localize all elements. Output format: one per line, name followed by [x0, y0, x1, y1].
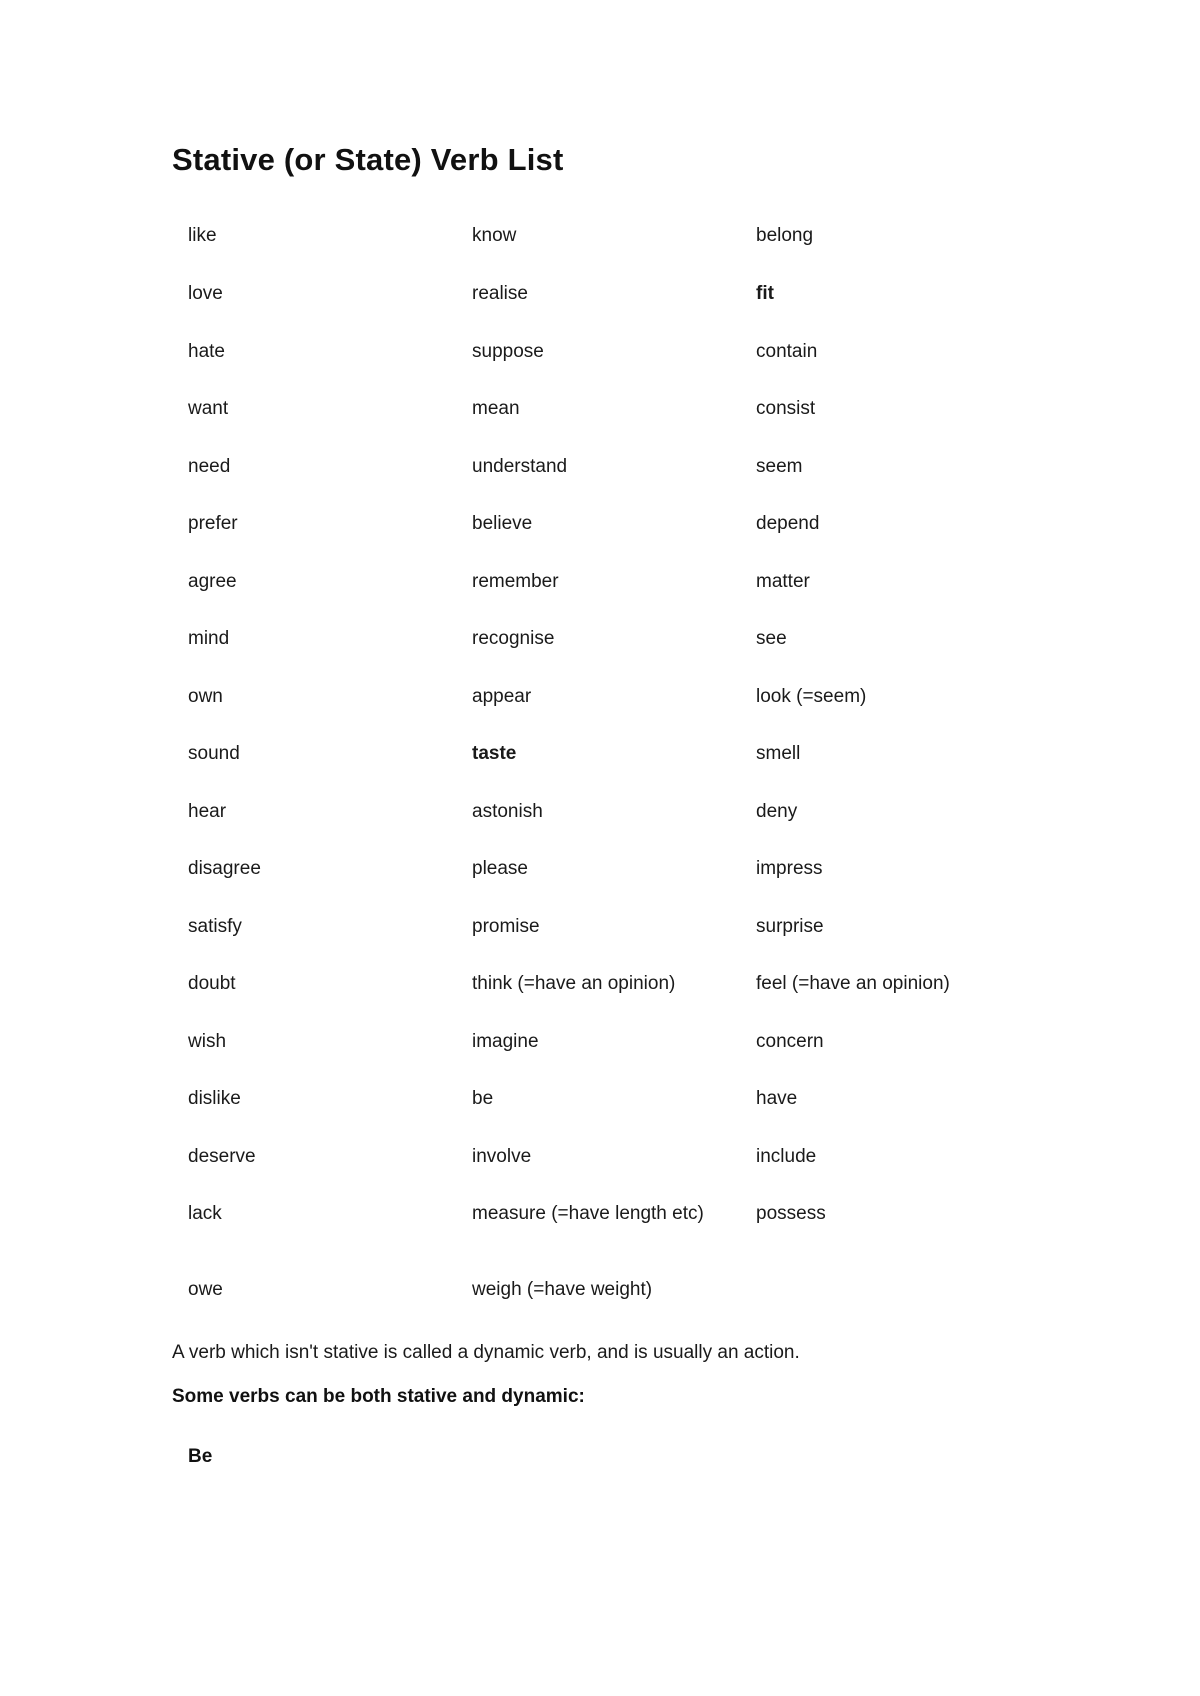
verb-cell: feel (=have an opinion) — [756, 973, 950, 994]
verb-cell: realise — [472, 283, 528, 304]
verb-cell: surprise — [756, 916, 824, 937]
verb-cell: prefer — [188, 513, 238, 534]
verb-cell: satisfy — [188, 916, 242, 937]
verb-cell: know — [472, 225, 517, 246]
verb-row — [188, 1144, 1088, 1174]
verb-cell: deserve — [188, 1146, 256, 1167]
verb-cell: hear — [188, 801, 227, 822]
verb-row — [188, 971, 1088, 1001]
verb-cell: disagree — [188, 858, 261, 879]
verb-cell: agree — [188, 571, 237, 592]
verb-cell: contain — [756, 341, 818, 362]
verb-cell: suppose — [472, 341, 544, 362]
verb-cell: owe — [188, 1279, 223, 1300]
verb-row — [188, 569, 1088, 599]
verb-row — [188, 1029, 1088, 1059]
verb-cell: consist — [756, 398, 816, 419]
verb-cell: mean — [472, 398, 520, 419]
verb-row — [188, 856, 1088, 886]
verb-cell: believe — [472, 513, 533, 534]
verb-cell: possess — [756, 1203, 826, 1224]
verb-row — [188, 741, 1088, 771]
example-verb-be: Be — [188, 1446, 213, 1467]
verb-row — [188, 1201, 1088, 1231]
verb-cell: love — [188, 283, 223, 304]
dynamic-verb-note: A verb which isn't stative is called a dynamic verb, and is usually an action. — [172, 1342, 800, 1363]
verb-row — [188, 799, 1088, 829]
verb-cell: wish — [188, 1031, 227, 1052]
verb-cell: lack — [188, 1203, 222, 1224]
verb-row — [188, 684, 1088, 714]
verb-cell: understand — [472, 456, 568, 477]
verb-cell: involve — [472, 1146, 532, 1167]
verb-cell: be — [472, 1088, 494, 1109]
verb-row — [188, 454, 1088, 484]
verb-cell: taste — [472, 743, 517, 764]
verb-cell: concern — [756, 1031, 824, 1052]
verb-cell: hate — [188, 341, 225, 362]
verb-cell: mind — [188, 628, 230, 649]
page-title: Stative (or State) Verb List — [172, 142, 564, 177]
both-stative-dynamic-heading: Some verbs can be both stative and dynamic: — [172, 1386, 585, 1407]
verb-cell: dislike — [188, 1088, 241, 1109]
verb-cell: look (=seem) — [756, 686, 867, 707]
verb-cell: depend — [756, 513, 820, 534]
verb-cell: recognise — [472, 628, 555, 649]
verb-row — [188, 1277, 1088, 1307]
verb-cell: astonish — [472, 801, 543, 822]
verb-row — [188, 914, 1088, 944]
verb-cell: think (=have an opinion) — [472, 973, 676, 994]
verb-cell: like — [188, 225, 217, 246]
verb-cell: have — [756, 1088, 798, 1109]
verb-cell: deny — [756, 801, 798, 822]
verb-cell: smell — [756, 743, 801, 764]
verb-cell: sound — [188, 743, 240, 764]
verb-row — [188, 339, 1088, 369]
verb-cell: imagine — [472, 1031, 539, 1052]
verb-row — [188, 281, 1088, 311]
verb-cell: seem — [756, 456, 803, 477]
verb-cell: matter — [756, 571, 810, 592]
verb-cell: want — [188, 398, 229, 419]
verb-cell: see — [756, 628, 787, 649]
verb-cell: please — [472, 858, 528, 879]
verb-row — [188, 511, 1088, 541]
verb-cell: own — [188, 686, 223, 707]
verb-cell: include — [756, 1146, 817, 1167]
verb-row — [188, 223, 1088, 253]
verb-cell: measure (=have length etc) — [472, 1203, 704, 1224]
verb-cell: doubt — [188, 973, 236, 994]
verb-row — [188, 1086, 1088, 1116]
verb-cell: remember — [472, 571, 559, 592]
verb-cell: need — [188, 456, 231, 477]
verb-cell: belong — [756, 225, 814, 246]
verb-row — [188, 396, 1088, 426]
verb-cell: impress — [756, 858, 823, 879]
verb-cell: fit — [756, 283, 774, 304]
verb-cell: promise — [472, 916, 540, 937]
verb-cell: appear — [472, 686, 532, 707]
verb-row — [188, 626, 1088, 656]
verb-cell: weigh (=have weight) — [472, 1279, 653, 1300]
